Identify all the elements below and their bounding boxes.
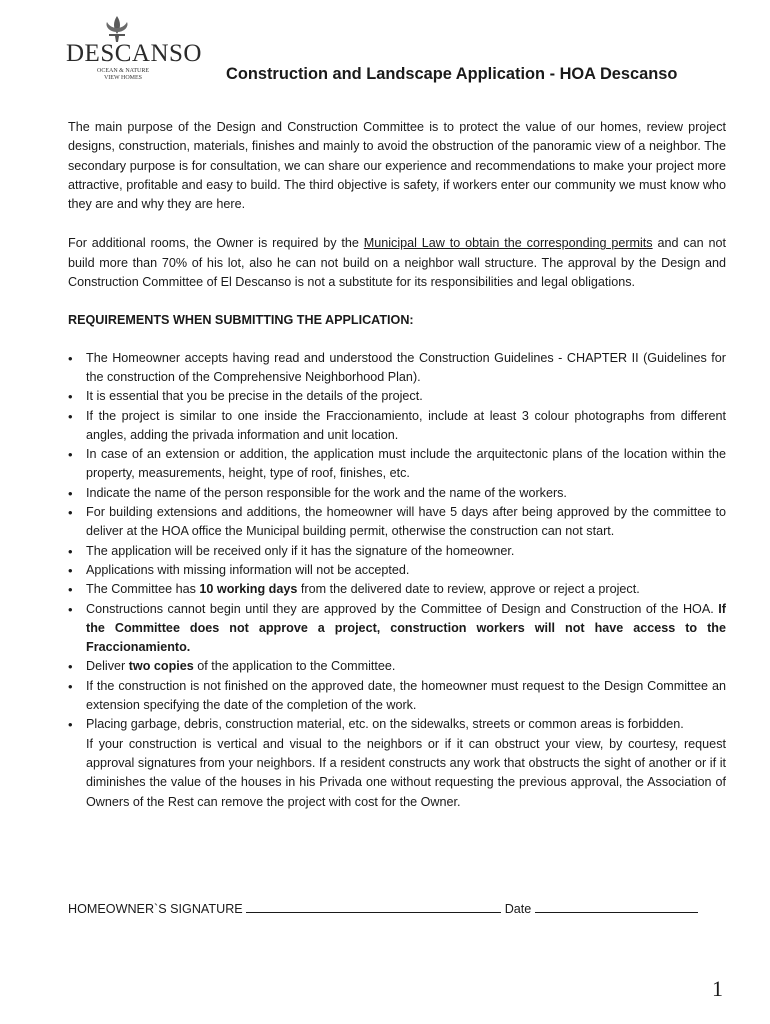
list-item: • In case of an extension or addition, the application must include the arquitectonic plans of the location within the property, measurements, height, type of roof, finishes, etc. — [68, 445, 726, 484]
list-item: • For building extensions and additions, the homeowner will have 5 days after being approved by the committee to deliver at the HOA office the Municipal building permit, otherwise the construction can not start. — [68, 503, 726, 542]
list-item: • Indicate the name of the person responsible for the work and the name of the workers. — [68, 484, 726, 503]
list-item: • Applications with missing information will not be accepted. — [68, 561, 726, 580]
list-item: • It is essential that you be precise in the details of the project. — [68, 387, 726, 406]
logo-wordmark: DESCANSO — [66, 40, 202, 67]
logo-tagline-1: OCEAN & NATURE — [97, 68, 149, 74]
document-title: Construction and Landscape Application - HOA Descanso — [226, 65, 678, 83]
list-item — [68, 657, 726, 676]
r9-text-a: The Committee has — [86, 582, 200, 597]
requirements-heading: REQUIREMENTS WHEN SUBMITTING THE APPLICATION: — [68, 313, 414, 328]
permits-text-before: For additional rooms, the Owner is required by the — [68, 236, 364, 251]
logo-tagline-2: VIEW HOMES — [103, 75, 143, 81]
list-item: • The Homeowner accepts having read and understood the Construction Guidelines - CHAPTER II (Guidelines for the construction of the Comprehensive Neighborhood Plan). — [68, 349, 726, 388]
r11-bold: two copies — [128, 659, 194, 674]
list-item: • Placing garbage, debris, construction material, etc. on the sidewalks, streets or common areas is forbidden. — [68, 715, 726, 734]
municipal-law-link[interactable]: Municipal Law to obtain the corresponding permits — [363, 236, 653, 251]
intro-paragraph: The main purpose of the Design and Construction Committee is to protect the value of our homes, review project designs, construction, materials, finishes and mainly to avoid the obstruction of the panoramic view of a neighbor. The secondary purpose is for consultation, we can share our experience and recommendations to make your project more attractive, profitable and easy to build. The third objective is safety, if workers enter our community we must know who they are and why they are here. — [68, 120, 726, 212]
document-body — [68, 118, 726, 812]
r9-text-c: from the delivered date to review, approve or reject a project. — [297, 582, 640, 597]
courtesy-note: If your construction is vertical and visual to the neighbors or if it can obstruct your view, by courtesy, request approval signatures from your neighbors. If a resident constructs any work that obstructs the sight of another or if it diminishes the value of the houses in his Privada one without requesting the previous approval, the Association of Owners of the Rest can remove the project with cost for the Owner. — [86, 736, 726, 809]
list-item: • If the construction is not finished on the approved date, the homeowner must request to the Design Committee an extension specifying the date of the completion of the work. — [68, 677, 726, 716]
r10-bold: If the Committee does not approve a project, construction workers will not have access to the Fraccionamiento. — [86, 601, 726, 655]
permits-text-after: and can not build more than 70% of his lot, also he can not build on a neighbor wall structure. The approval by the Design and Construction Committee of El Descanso is not a substitute for its responsibilities and legal obligations. — [68, 236, 727, 290]
list-item: • If the project is similar to one inside the Fraccionamiento, include at least 3 colour photographs from different angles, adding the privada information and unit location. — [68, 407, 726, 446]
r11-text-c: of the application to the Committee. — [193, 659, 396, 674]
list-item — [68, 580, 726, 599]
r10-text-a: Constructions cannot begin until they are approved by the Committee of Design and Construction of the HOA. — [86, 601, 719, 616]
page-number: 1 — [712, 976, 723, 1001]
date-label: Date — [504, 902, 532, 916]
requirements-list — [68, 349, 726, 735]
r9-bold: 10 working days — [199, 582, 298, 597]
date-line[interactable] — [535, 901, 698, 913]
permits-paragraph — [68, 234, 726, 292]
descanso-logo — [62, 14, 202, 84]
signature-row — [68, 901, 698, 916]
r11-text-a: Deliver — [86, 659, 129, 674]
list-item — [68, 600, 726, 658]
signature-line[interactable] — [246, 901, 501, 913]
signature-label: HOMEOWNER`S SIGNATURE — [68, 902, 243, 916]
list-item: • The application will be received only if it has the signature of the homeowner. — [68, 542, 726, 561]
